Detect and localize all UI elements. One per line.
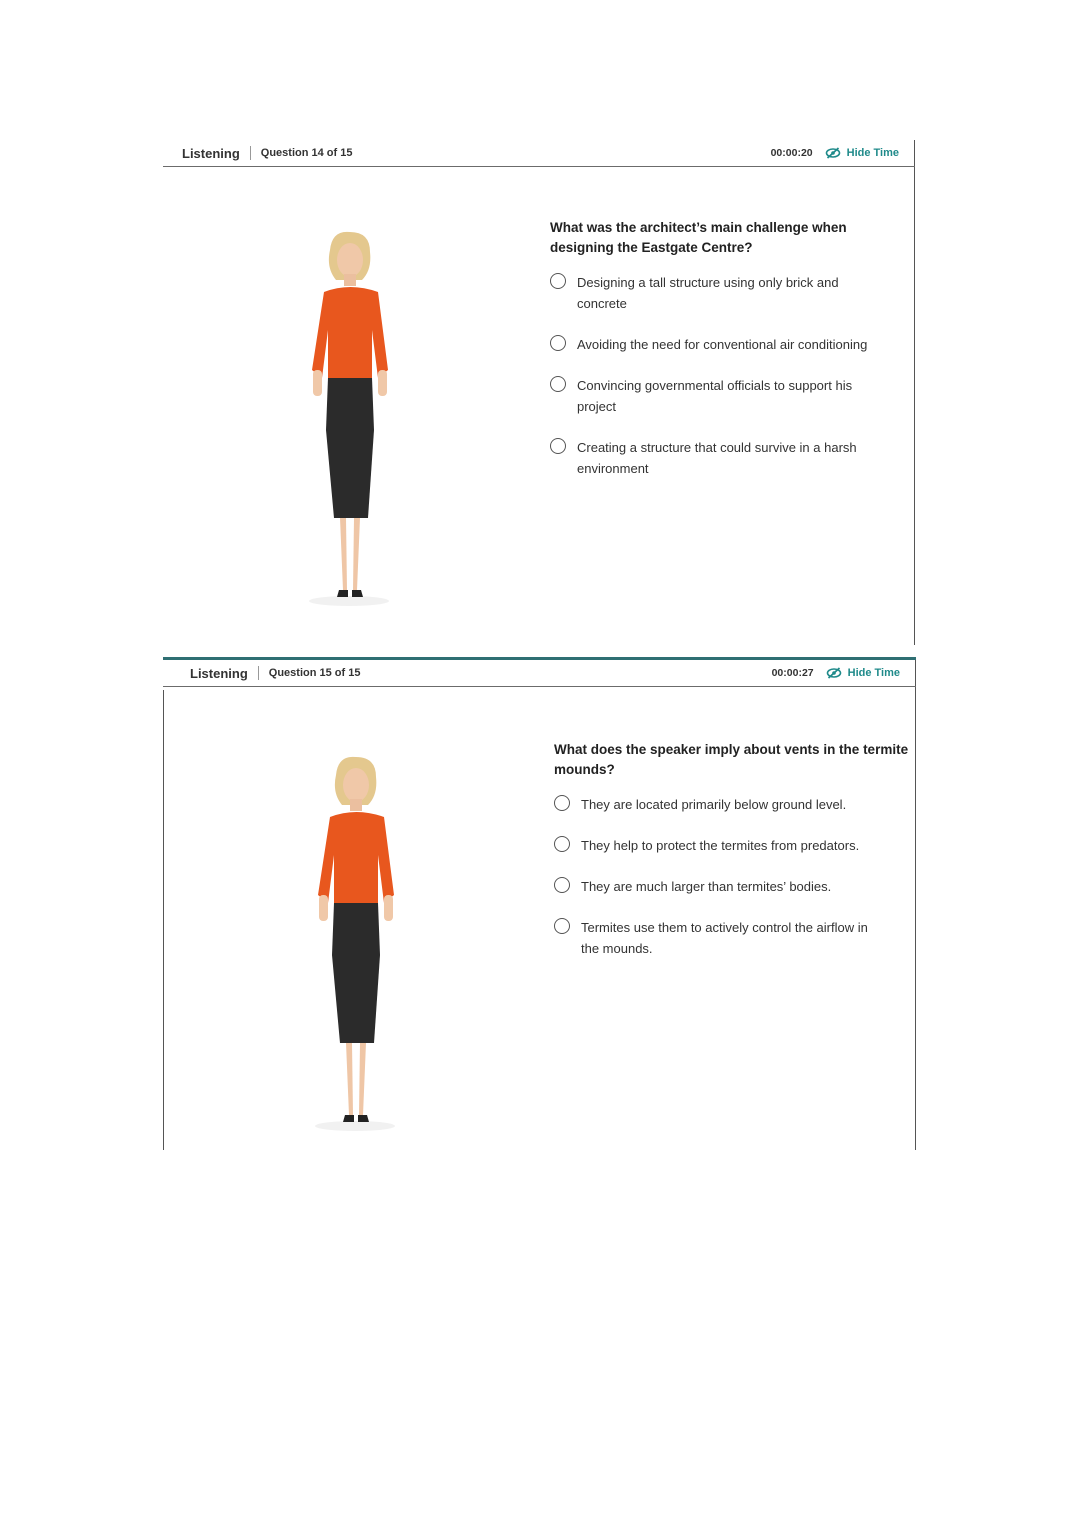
option-label: Convincing governmental officials to support his project: [577, 378, 853, 414]
timer: 00:00:20: [770, 147, 813, 159]
radio-icon[interactable]: [554, 795, 570, 811]
radio-icon[interactable]: [554, 836, 570, 852]
option-label: They are located primarily below ground level.: [581, 797, 847, 812]
answer-option[interactable]: [554, 794, 914, 815]
radio-icon[interactable]: [550, 438, 566, 454]
answer-option[interactable]: [554, 835, 914, 856]
hide-time-button[interactable]: [826, 667, 900, 679]
section-title: Listening: [182, 145, 240, 161]
section-title: Listening: [190, 665, 248, 681]
option-label: Termites use them to actively control the airflow in the mounds.: [581, 920, 868, 956]
frame-edge: [914, 140, 915, 645]
answer-options: [550, 272, 910, 479]
answer-option[interactable]: [550, 272, 910, 314]
divider: [258, 666, 259, 680]
question-panel: [554, 740, 914, 979]
radio-icon[interactable]: [550, 335, 566, 351]
timer: 00:00:27: [771, 667, 814, 679]
option-label: They are much larger than termites’ bodies.: [581, 879, 832, 894]
hide-time-label: Hide Time: [846, 147, 899, 159]
radio-icon[interactable]: [554, 877, 570, 893]
eye-slash-icon: [826, 667, 842, 679]
question-text: What was the architect’s main challenge when designing the Eastgate Centre?: [550, 220, 847, 255]
answer-option[interactable]: [550, 334, 910, 355]
answer-options: [554, 794, 914, 959]
radio-icon[interactable]: [554, 918, 570, 934]
option-label: Designing a tall structure using only brick and concrete: [577, 275, 839, 311]
test-screen-1: [163, 140, 915, 645]
question-counter: Question 14 of 15: [260, 147, 353, 159]
option-label: Creating a structure that could survive in a harsh environment: [577, 440, 857, 476]
question-counter: Question 15 of 15: [268, 667, 361, 679]
hide-time-label: Hide Time: [847, 667, 900, 679]
speaker-figure: [296, 755, 416, 1135]
eye-slash-icon: [825, 147, 841, 159]
radio-icon[interactable]: [550, 273, 566, 289]
option-label: Avoiding the need for conventional air conditioning: [577, 337, 868, 352]
speaker-figure: [290, 230, 410, 610]
answer-option[interactable]: [554, 876, 914, 897]
test-screen-2: [163, 657, 916, 1150]
radio-icon[interactable]: [550, 376, 566, 392]
question-text: What does the speaker imply about vents in the termite mounds?: [554, 742, 909, 777]
frame-edge: [163, 690, 164, 1150]
question-panel: [550, 218, 910, 499]
answer-option[interactable]: [550, 437, 910, 479]
answer-option[interactable]: [554, 917, 914, 959]
top-bar: [163, 660, 916, 687]
frame-edge: [915, 660, 916, 1150]
option-label: They help to protect the termites from predators.: [581, 838, 860, 853]
hide-time-button[interactable]: [825, 147, 899, 159]
divider: [250, 146, 251, 160]
answer-option[interactable]: [550, 375, 910, 417]
top-bar: [163, 140, 915, 167]
